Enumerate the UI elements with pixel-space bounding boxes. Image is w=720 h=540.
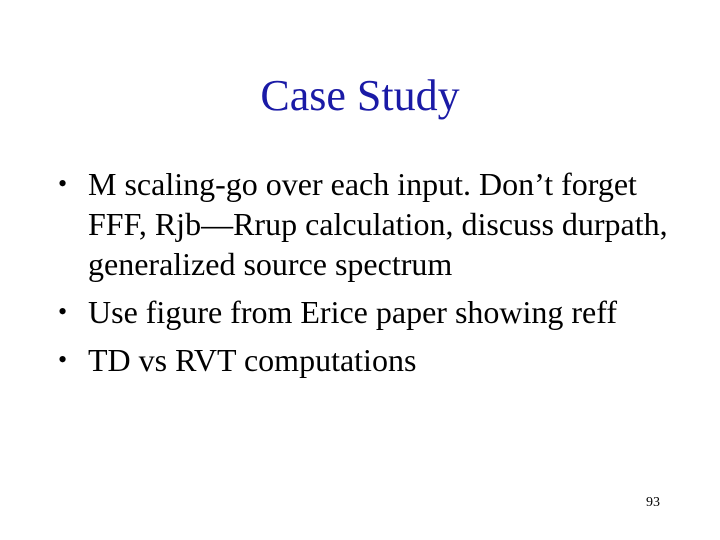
bullet-text: TD vs RVT computations xyxy=(88,342,417,378)
slide-title: Case Study xyxy=(260,71,460,120)
bullet-item-2 xyxy=(58,292,678,332)
page-number: 93 xyxy=(646,495,660,510)
bullet-item-1 xyxy=(58,164,678,284)
bullet-list xyxy=(58,164,678,380)
bullet-text: M scaling-go over each input. Don’t forget FFF, Rjb—Rrup calculation, discuss durpath, generalized source spectrum xyxy=(88,166,668,282)
bullet-icon: • xyxy=(58,169,68,198)
bullet-icon: • xyxy=(58,345,68,374)
bullet-text: Use figure from Erice paper showing reff xyxy=(88,294,617,330)
bullet-item-3 xyxy=(58,340,678,380)
bullet-icon: • xyxy=(58,297,68,326)
